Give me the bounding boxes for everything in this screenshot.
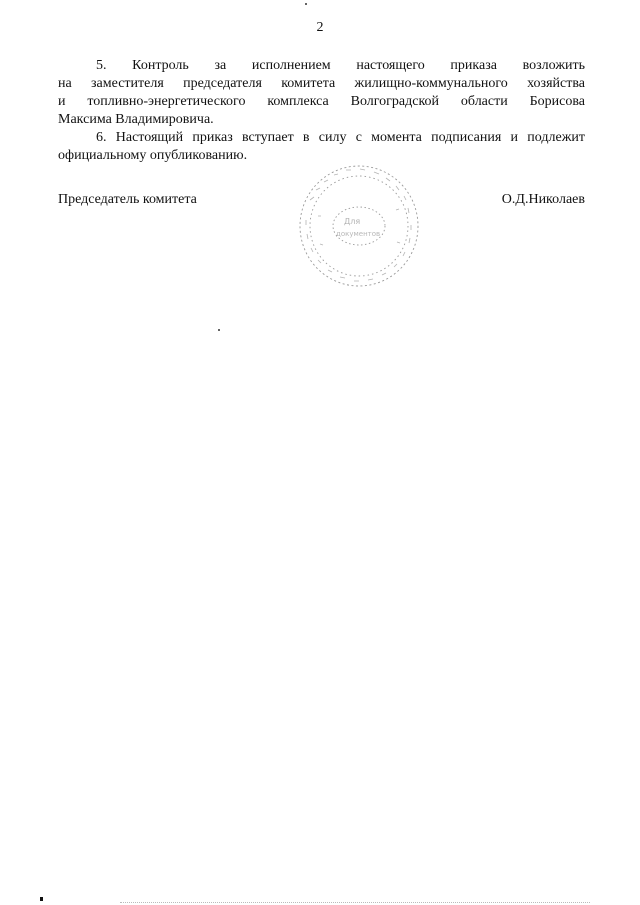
paragraph-5-line-4: Максима Владимировича. [58, 112, 214, 127]
scan-speck [218, 329, 220, 331]
svg-text:документов: документов [336, 230, 381, 238]
signer-title: Председатель комитета [58, 192, 197, 207]
signer-name: О.Д.Николаев [501, 192, 585, 207]
paragraph-5-line-3: и топливно-энергетического комплекса Волгоградской области Борисова [58, 94, 585, 109]
paragraph-5-line-1: 5. Контроль за исполнением настоящего приказа возложить [96, 58, 585, 73]
scan-edge-mark [40, 897, 43, 901]
paragraph-5-line-2: на заместителя председателя комитета жилищно-коммунального хозяйства [58, 76, 585, 91]
paragraph-6-line-1: 6. Настоящий приказ вступает в силу с момента подписания и подлежит [96, 130, 585, 145]
scan-edge-line [120, 902, 590, 904]
svg-text:Для: Для [344, 217, 361, 226]
official-seal-stamp-icon [296, 160, 422, 290]
paragraph-6-line-2: официальному опубликованию. [58, 148, 248, 163]
page-number: 2 [316, 20, 324, 35]
scan-speck [305, 3, 307, 5]
paragraph-5 [58, 57, 585, 129]
document-body [58, 57, 585, 165]
